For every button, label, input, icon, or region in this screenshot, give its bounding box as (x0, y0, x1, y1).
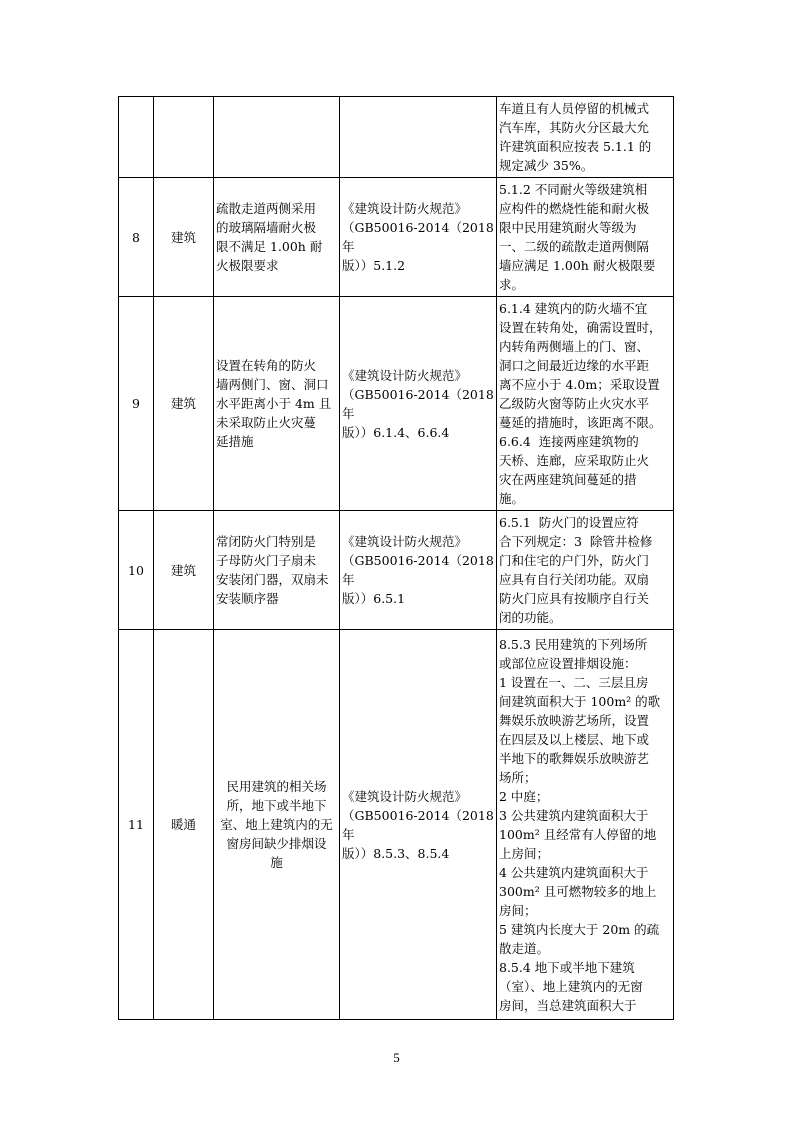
reference-line: 《建筑设计防火规范》 (342, 367, 468, 383)
issue-line: 常闭防火门特别是 (216, 534, 317, 549)
issue-line: 火极限要求 (216, 258, 279, 273)
detail-cell (497, 97, 674, 178)
reference-cell (340, 511, 497, 630)
detail-line: 间建筑面积大于 100m² 的歌 (499, 693, 661, 709)
row-number-cell: 10 (119, 511, 154, 630)
detail-line: 汽车库，其防火分区最大允 (499, 120, 650, 135)
issue-line: 的玻璃隔墙耐火极 (216, 220, 317, 235)
reference-line: （GB50016-2014（2018 年 (342, 807, 498, 842)
issue-line: 窗房间缺少排烟设 (226, 836, 327, 851)
issue-line: 疏散走道两侧采用 (216, 201, 317, 216)
detail-line: 半地下的歌舞娱乐放映游艺 (499, 750, 650, 766)
row-number-cell: 11 (119, 630, 154, 1020)
issue-line: 延措施 (216, 434, 254, 449)
issue-line: 施 (270, 855, 283, 870)
detail-line: （室）、地上建筑内的无窗 (499, 978, 643, 994)
detail-line: 蔓延的措施时，该距离不限。 (499, 415, 662, 430)
reference-line: （GB50016-2014（2018 年 (342, 553, 498, 587)
detail-line: 6.6.4 连接两座建筑物的 (499, 434, 639, 449)
detail-line: 天桥、连廊，应采取防止火 (499, 453, 650, 468)
issue-line: 所，地下或半地下 (226, 798, 327, 813)
detail-line: 上房间； (499, 845, 550, 861)
table-row (119, 630, 674, 1020)
detail-line: 内转角两侧墙上的门、窗、 (499, 339, 650, 354)
page-number: 5 (393, 1050, 400, 1065)
reference-line: 版））6.5.1 (342, 591, 406, 606)
table-row (119, 511, 674, 630)
detail-line: 应具有自行关闭功能。双扇 (499, 572, 650, 587)
detail-line: 房间，当总建筑面积大于 (499, 997, 637, 1013)
table-row (119, 97, 674, 178)
reference-line: 版））6.1.4、6.6.4 (342, 424, 450, 440)
detail-line: 散走道。 (499, 940, 550, 956)
detail-cell (497, 297, 674, 511)
issue-line: 墙两侧门、窗、洞口 (216, 377, 329, 392)
detail-line: 灾在两座建筑间蔓延的措 (499, 472, 637, 487)
row-number-cell: 9 (119, 297, 154, 511)
row-number-cell: 8 (119, 178, 154, 297)
detail-line: 8.5.4 地下或半地下建筑 (499, 959, 635, 975)
issue-cell (214, 511, 340, 630)
detail-line: 离不应小于 4.0m；采取设置 (499, 377, 660, 392)
issue-cell (214, 178, 340, 297)
issue-cell (214, 630, 340, 1020)
detail-line: 施。 (499, 491, 525, 506)
detail-line: 许建筑面积应按表 5.1.1 的 (499, 139, 652, 154)
reference-line: （GB50016-2014（2018 年 (342, 220, 498, 254)
category-cell (154, 97, 214, 178)
category-cell: 建筑 (154, 297, 214, 511)
detail-line: 100m² 且经常有人停留的地 (499, 826, 657, 842)
row-number-cell (119, 97, 154, 178)
issue-line: 室、地上建筑内的无 (220, 817, 333, 832)
detail-line: 墙应满足 1.00h 耐火极限要 (499, 258, 656, 273)
reference-line: 版））8.5.3、8.5.4 (342, 845, 450, 861)
detail-line: 应构件的燃烧性能和耐火极 (499, 201, 650, 216)
detail-line: 5 建筑内长度大于 20m 的疏 (499, 921, 660, 937)
detail-line: 4 公共建筑内建筑面积大于 (499, 864, 649, 880)
category-cell: 暖通 (154, 630, 214, 1020)
detail-line: 乙级防火窗等防止火灾水平 (499, 396, 650, 411)
detail-line: 或部位应设置排烟设施： (499, 655, 637, 671)
detail-line: 8.5.3 民用建筑的下列场所 (499, 636, 648, 652)
detail-line: 300m² 且可燃物较多的地上 (499, 883, 657, 899)
issue-line: 限不满足 1.00h 耐 (216, 239, 323, 254)
detail-line: 场所； (499, 769, 537, 785)
detail-cell (497, 511, 674, 630)
detail-line: 洞口之间最近边缘的水平距 (499, 358, 650, 373)
reference-line: 《建筑设计防火规范》 (342, 201, 468, 216)
reference-cell (340, 97, 497, 178)
issue-line: 安装闭门器，双扇未 (216, 572, 329, 587)
issue-line: 设置在转角的防火 (216, 358, 317, 373)
issue-cell (214, 297, 340, 511)
detail-line: 防火门应具有按顺序自行关 (499, 591, 650, 606)
reference-line: 《建筑设计防火规范》 (342, 788, 468, 804)
issue-cell (214, 97, 340, 178)
detail-line: 设置在转角处，确需设置时， (499, 320, 662, 335)
detail-line: 门和住宅的户门外，防火门 (499, 553, 650, 568)
detail-line: 1 设置在一、二、三层且房 (499, 674, 649, 690)
detail-line: 2 中庭； (499, 788, 549, 804)
detail-line: 一、二级的疏散走道两侧隔 (499, 239, 650, 254)
detail-line: 房间； (499, 902, 537, 918)
detail-line: 5.1.2 不同耐火等级建筑相 (499, 182, 648, 197)
detail-cell (497, 630, 674, 1020)
category-cell: 建筑 (154, 178, 214, 297)
detail-line: 6.5.1 防火门的设置应符 (499, 515, 639, 530)
regulation-table (118, 96, 674, 1020)
detail-cell (497, 178, 674, 297)
table-row (119, 178, 674, 297)
detail-line: 在四层及以上楼层、地下或 (499, 731, 650, 747)
reference-cell (340, 297, 497, 511)
detail-line: 车道且有人员停留的机械式 (499, 101, 650, 116)
detail-line: 合下列规定：3 除管井检修 (499, 534, 653, 549)
issue-line: 安装顺序器 (216, 591, 279, 606)
issue-line: 未采取防止火灾蔓 (216, 415, 317, 430)
reference-line: 《建筑设计防火规范》 (342, 534, 468, 549)
category-cell: 建筑 (154, 511, 214, 630)
detail-line: 求。 (499, 277, 525, 292)
issue-line: 民用建筑的相关场 (226, 779, 327, 794)
table-row (119, 297, 674, 511)
detail-line: 6.1.4 建筑内的防火墙不宜 (499, 301, 648, 316)
detail-line: 3 公共建筑内建筑面积大于 (499, 807, 649, 823)
detail-line: 限中民用建筑耐火等级为 (499, 220, 637, 235)
reference-line: 版））5.1.2 (342, 258, 406, 273)
detail-line: 舞娱乐放映游艺场所，设置 (499, 712, 650, 728)
issue-line: 水平距离小于 4m 且 (216, 396, 332, 411)
detail-line: 闭的功能。 (499, 610, 562, 625)
issue-line: 子母防火门子扇未 (216, 553, 317, 568)
reference-line: （GB50016-2014（2018 年 (342, 386, 498, 421)
detail-line: 规定减少 35%。 (499, 158, 594, 173)
reference-cell (340, 178, 497, 297)
reference-cell (340, 630, 497, 1020)
